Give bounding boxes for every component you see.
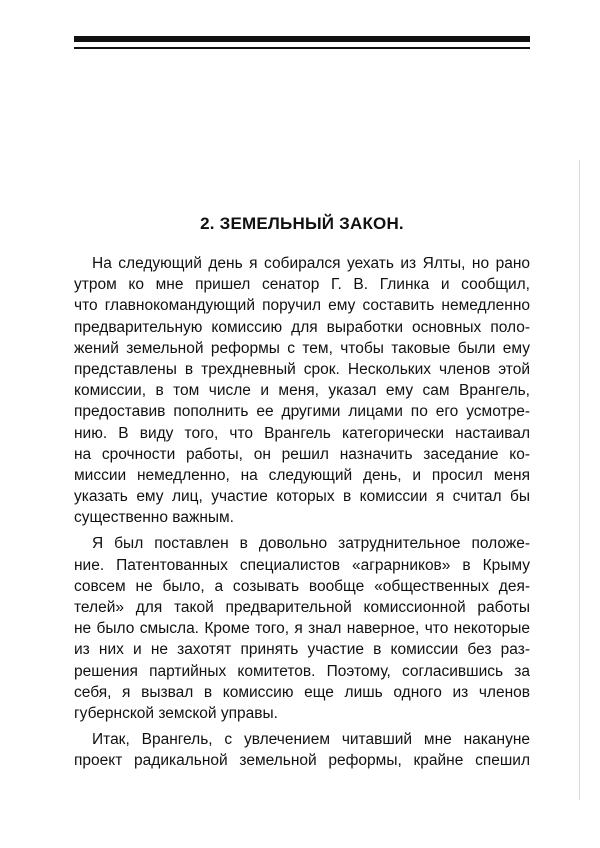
- text-line: комиссии, в том числе и меня, указал ему сам Врангель,: [74, 382, 530, 400]
- text-line: миссии немедленно, на следующий день, и просил меня: [74, 466, 530, 484]
- text-line: На следующий день я собирался уехать из Ялты, но рано: [92, 255, 530, 272]
- text-line: предварительную комиссию для выработки основных поло-: [74, 318, 530, 336]
- text-line: существенно важным.: [74, 509, 234, 527]
- paragraph-2: [74, 533, 530, 724]
- text-line: предоставив пополнить ее другими лицами по его усмотре-: [74, 403, 530, 421]
- text-line: совсем не было, а созывать вообще «общественных дея-: [74, 577, 530, 595]
- scan-page-edge: [579, 160, 580, 800]
- text-line: Итак, Врангель, с увлечением читавший мне накануне: [92, 731, 530, 749]
- text-line: телей» для такой предварительной комиссионной работы: [74, 599, 530, 616]
- paragraph-1: [74, 253, 530, 528]
- text-line: губернской земской управы.: [74, 704, 278, 722]
- text-line: из них и не захотят принять участие в комиссии без раз-: [74, 641, 530, 659]
- text-line: проект радикальной земельной реформы, крайне спешил: [74, 752, 530, 770]
- text-line: представлены в трехдневный срок. Нескольких членов этой: [74, 360, 530, 378]
- body-text: [74, 253, 530, 772]
- text-line: ние. Патентованных специалистов «аграрников» в Крыму: [74, 556, 530, 574]
- text-line: что главнокомандующий поручил ему составить немедленно: [74, 297, 530, 315]
- text-line: себя, я вызвал в комиссию еще лишь одного из членов: [74, 683, 530, 701]
- text-line: утром ко мне пришел сенатор Г. В. Глинка и сообщил,: [74, 276, 530, 294]
- text-line: не было смысла. Кроме того, я знал наверное, что некоторые: [74, 620, 530, 638]
- text-line: на срочности работы, он решил назначить заседание ко-: [74, 445, 530, 463]
- chapter-heading: 2. ЗЕМЕЛЬНЫЙ ЗАКОН.: [200, 214, 404, 233]
- text-line: жений земельной реформы с тем, чтобы таковые были ему: [74, 339, 530, 357]
- paragraph-3: [74, 729, 530, 771]
- text-line: решения партийных комитетов. Поэтому, согласившись за: [74, 662, 530, 680]
- header-rule-thin: [74, 47, 530, 49]
- text-line: Я был поставлен в довольно затруднительное положе-: [92, 535, 530, 553]
- text-line: нию. В виду того, что Врангель категорически настаивал: [74, 424, 530, 442]
- text-line: указать ему лиц, участие которых в комиссии я считал бы: [74, 488, 530, 506]
- header-rule-thick: [74, 36, 530, 42]
